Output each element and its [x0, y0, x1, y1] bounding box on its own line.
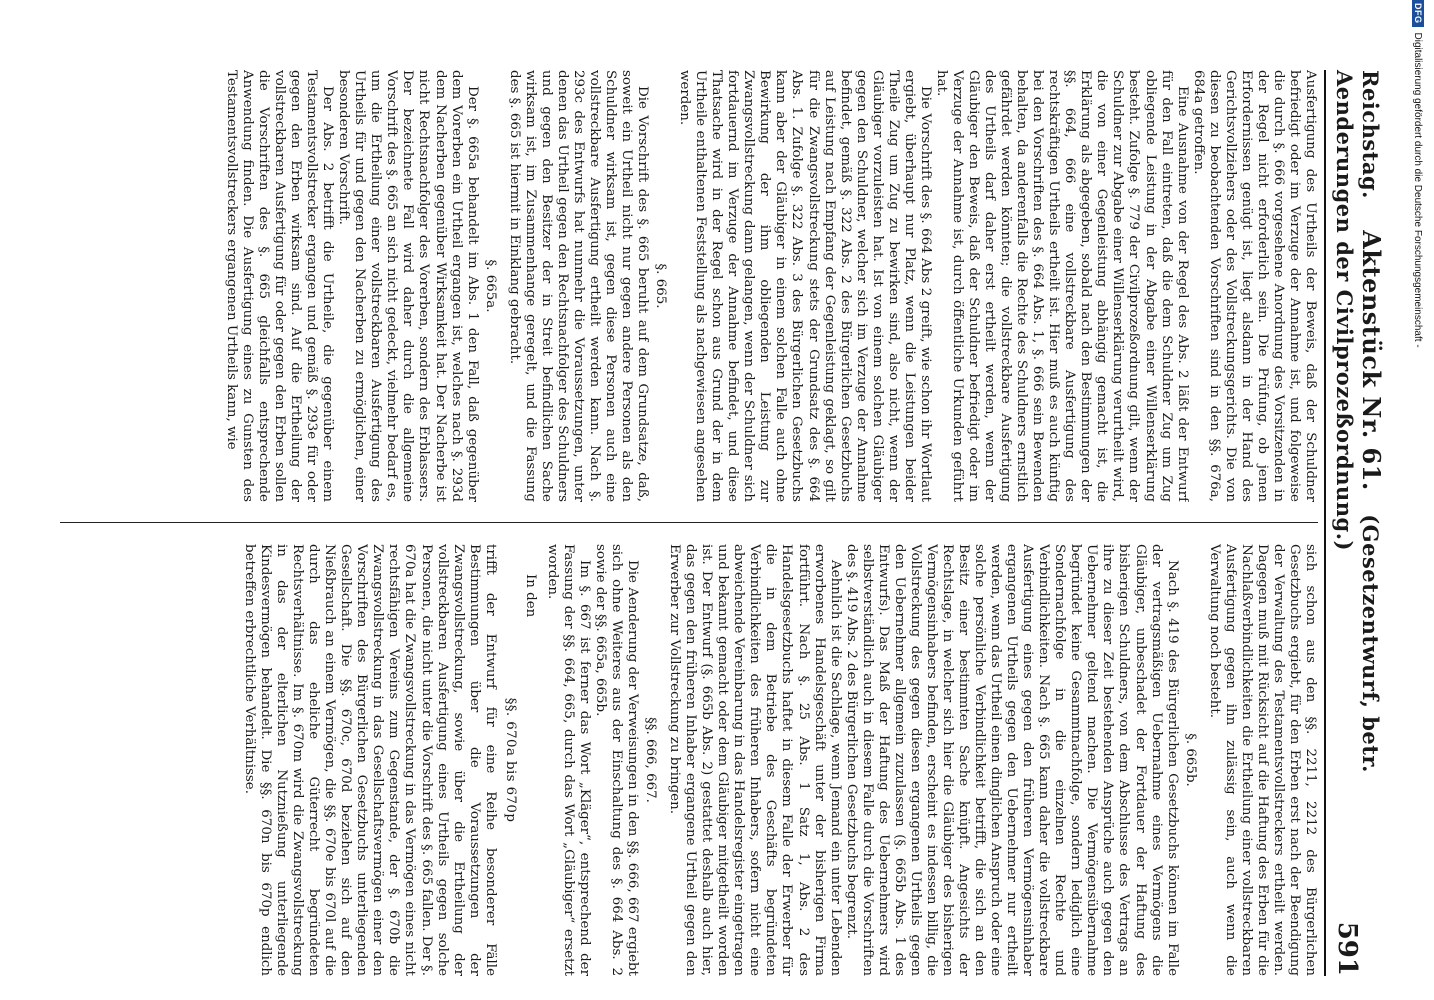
running-header — [1324, 70, 1386, 976]
dfg-credit — [1410, 0, 1426, 960]
paragraph: Aehnlich ist die Sachlage, wenn Jemand ein unter Lebenden erworbenes Handelsgeschäft unter der bisherigen Firma fortführt. Nach §. 25 Abs. 1 Satz 1, Abs. 2 des Handelsgesetzbuchs haftet in diesem Falle der Erwerber für die in dem Betriebe des Geschäfts begründeten Verbindlichkeiten des früheren Inhabers, sofern nicht eine abweichende Vereinbarung in das Handelsregister eingetragen und bekannt gemacht oder dem Gläubiger mitgetheilt worden ist. Der Entwurf (§. 665b Abs. 2) gestattet deshalb auch hier, das gegen den früheren Inhaber ergangene Urtheil gegen den Erwerber zur Vollstreckung zu bringen. — [667, 544, 843, 976]
side-strip — [1410, 0, 1434, 1000]
header-title: (Gesetzentwurf, betr. Aenderungen der Civilprozeßordnung.) — [1332, 70, 1383, 773]
header-stueck: Aktenstück Nr. 61. — [1357, 230, 1386, 491]
paragraph: Der §. 665a behandelt im Abs. 1 den Fall, daß gegenüber dem Vorerben ein Urtheil ergangen ist, welches nach §. 293d dem Nacherben gegenüber Wirksamkeit hat. Der Nacherbe ist nicht Rechtsnachfolger des Vorerben, sondern des Erblassers. Der bezeichnete Fall wird daher durch die allgemeine Vorschrift des §. 665 an sich nicht gedeckt, vielmehr bedarf es, um die Ertheilung einer vollstreckbaren Ausfertigung des Urtheils für und gegen den Nacherben zu ermöglichen, einer besonderen Vorschrift. — [336, 70, 480, 502]
section-heading: §. 665. — [653, 263, 669, 309]
paragraph: Im §. 667 ist ferner das Wort „Kläger“, entsprechend der Fassung der §§. 664, 665, durch das Wort „Gläubiger“ ersetzt worden. — [544, 544, 592, 976]
section-heading: §§. 670a bis 670p — [502, 697, 518, 823]
paragraph: Die Vorschrift des §. 665 beruht auf dem Grundsatze, daß, soweit ein Urtheil nicht nur gegen andere Personen als den Schuldner wirksam ist, gegen diese Personen auch eine vollstreckbare Ausfertigung ertheilt werden kann. Nach §. 293c des Entwurfs hat nunmehr die Voraussetzungen, unter denen das Urtheil gegen den Rechtsnachfolger des Schuldners und gegen den Besitzer der in Streit befindlichen Sache wirksam ist, im Zusammenhange geregelt, und die Fassung des §. 665 ist hiermit in Einklang gebracht. — [506, 70, 651, 502]
page-number: 591 — [1332, 921, 1362, 976]
lead-in-text: In den — [522, 574, 538, 618]
paragraph: Der Abs. 2 betrifft die Urtheile, die gegenüber einem Testamentsvollstrecker ergangen und gemäß §. 293e für oder gegen den Erben wirksam sind. Auf die Ertheilung der vollstreckbaren Ausfertigung für oder gegen den Erben sollen die Vorschriften des §. 665 gleichfalls entsprechende Anwendung finden. Die Ausfertigung eines zu Gunsten des Testamentsvollstreckers ergangenen Urtheils kann, wie — [223, 70, 336, 502]
section-heading: §. 665a. — [482, 259, 498, 313]
paragraph: Nach §. 419 des Bürgerlichen Gesetzbuchs können im Falle der vertragsmäßigen Uebernahme eines Vermögens die Gläubiger, unbeschadet der Fortdauer der Haftung des bisherigen Schuldners, von dem Abschlusse des Vertrags an ihre zu dieser Zeit bestehenden Ansprüche auch gegen den Uebernehmer geltend machen. Die Vermögensübernahme begründet keine Gesammtnachfolge, sondern lediglich eine Sondernachfolge in die einzelnen Rechte und Verbindlichkeiten. Nach §. 665 kann daher die vollstreckbare Ausfertigung eines gegen den früheren Vermögensinhaber ergangenen Urtheils gegen den Uebernehmer nur ertheilt werden, wenn das Urtheil einen dinglichen Anspruch oder eine solche persönliche Verbindlichkeit betrifft, die sich an den Besitz einer bestimmten Sache knüpft. Angesichts der Rechtslage, in welcher sich hier die Gläubiger des bisherigen Vermögensinhabers befinden, erscheint es indessen billig, die Vollstreckung des gegen diesen ergangenen Urtheils gegen den Uebernehmer allgemein zuzulassen (§. 665b Abs. 1 des Entwurfs). Das Maß der Haftung des Uebernehmers wird selbstverständlich auch in diesem Falle durch die Vorschriften des §. 419 Abs. 2 des Bürgerlichen Gesetzbuchs begrenzt. — [843, 544, 1180, 976]
paragraph: Eine Ausnahme von der Regel des Abs. 2 läßt der Entwurf für den Fall eintreten, daß die dem Schuldner Zug um Zug obliegende Leistung in der Abgabe einer Willenserklärung besteht. Zufolge §. 779 der Civilprozeßordnung gilt, wenn der Schuldner zur Abgabe einer Willenserklärung verurtheilt wird, die von einer Gegenleistung abhängig gemacht ist, die Erklärung als abgegeben, sobald nach den Bestimmungen der §§. 664, 666 eine vollstreckbare Ausfertigung des rechtskräftigen Urtheils ertheilt ist. Hier muß es auch künftig bei den Vorschriften des §. 664 Abs. 1, §. 666 sein Bewenden behalten, da anderenfalls die Rechte des Schuldners ernstlich gefährdet werden könnten; die vollstreckbare Ausfertigung des Urtheils darf daher erst ertheilt werden, wenn der Gläubiger den Beweis, daß der Schuldner befriedigt oder im Verzuge der Annahme ist, durch öffentliche Urkunden geführt hat. — [933, 70, 1190, 502]
dfg-credit-text: Digitalisierung gefördert durch die Deutsche Forschungsgemeinschaft - — [1412, 32, 1424, 348]
paragraph: Die Vorschrift des §. 664 Abs 2 greift, wie schon ihr Wortlaut ergiebt, überhaupt nur Platz, wenn die Leistungen beider Theile Zug um Zug zu bewirken sind, also nicht, wenn der Gläubiger vorzuleisten hat. Ist von einem solchen Gläubiger gegen den Schuldner, welcher sich im Verzuge der Annahme befindet, gemäß §. 322 Abs. 2 des Bürgerlichen Gesetzbuchs auf Leistung nach Empfang der Gegenleistung geklagt, so gilt für die Zwangsvollstreckung stets der Grundsatz des §. 664 Abs. 1. Zufolge §. 322 Abs. 3 des Bürgerlichen Gesetzbuchs kann aber der Gläubiger in einem solchen Falle auch ohne Bewirkung der ihm obliegenden Leistung zur Zwangsvollstreckung dann gelangen, wenn der Schuldner sich fortdauernd im Verzuge der Annahme befindet, und diese Thatsache wird in der Regel schon aus Grund der in dem Urtheile enthaltenen Feststellung als nachgewiesen angesehen werden. — [677, 70, 933, 502]
section-heading: §. 665b. — [1182, 733, 1198, 787]
paragraph: trifft der Entwurf für eine Reihe besonderer Fälle Bestimmungen über die Voraussetzungen der Zwangsvollstreckung, sowie über die Ertheilung der vollstreckbaren Ausfertigung eines Urtheils gegen solche Personen, die nicht unter die Vorschrift des §. 665 fallen. Der §. 670a hat die Zwangsvollstreckung in das Vermögen eines nicht rechtsfähigen Vereins zum Gegenstande, der §. 670b die Zwangsvollstreckung in das Gesellschaftsvermögen einer den Vorschriften des Bürgerlichen Gesetzbuchs unterliegenden Gesellschaft. Die §§. 670c, 670d beziehen sich auf den Nießbrauch an einem Vermögen, die §§. 670e bis 670l auf die durch das eheliche Güterrecht begründeten Rechtsverhältnisse. Im §. 670m wird die Zwangsvollstreckung in das der elterlichen Nutznießung unterliegende Kindesvermögen behandelt. Die §§. 670n bis 670p endlich betreffen erbrechtliche Verhältnisse. — [242, 544, 498, 976]
text-column-right — [60, 544, 1318, 976]
header-left — [1332, 70, 1386, 922]
paragraph: sich schon aus den §§. 2211, 2212 des Bürgerlichen Gesetzbuchs ergiebt, für den Erben erst nach der Beendigung der Verwaltung des Testamentsvollstreckers ertheilt werden. Dagegen muß mit Rücksicht auf die Haftung des Erben für die Nachlaßverbindlichkeiten die Ertheilung einer vollstreckbaren Ausfertigung gegen ihn zulässig sein, auch wenn die Verwaltung noch besteht. — [1206, 544, 1318, 976]
header-reichstag: Reichstag. — [1358, 70, 1383, 199]
text-column-left — [60, 70, 1318, 502]
column-divider — [60, 522, 1318, 523]
dfg-logo: DFG — [1412, 0, 1424, 27]
paragraph: Die Aenderung der Verweisungen in den §§. 666, 667 ergiebt sich ohne Weiteres aus der Einschaltung des §. 664 Abs. 2 sowie der §§. 665a, 665b. — [592, 544, 641, 976]
section-heading: §§. 666, 667. — [643, 717, 659, 803]
paragraph: Ausfertigung des Urtheils der Beweis, daß der Schuldner befriedigt oder im Verzuge der Annahme ist, und folgeweise die durch §. 666 vorgesehene Anordnung des Vorsitzenden in der Regel nicht erforderlich sein. Die Prüfung, ob jenen Erfordernissen genügt ist, liegt alsdann in der Hand des Gerichtsvollziehers oder des Vollstreckungsgerichts. Die von diesen zu beobachtenden Vorschriften sind in den §§. 676a, 684a getroffen. — [1190, 70, 1318, 502]
